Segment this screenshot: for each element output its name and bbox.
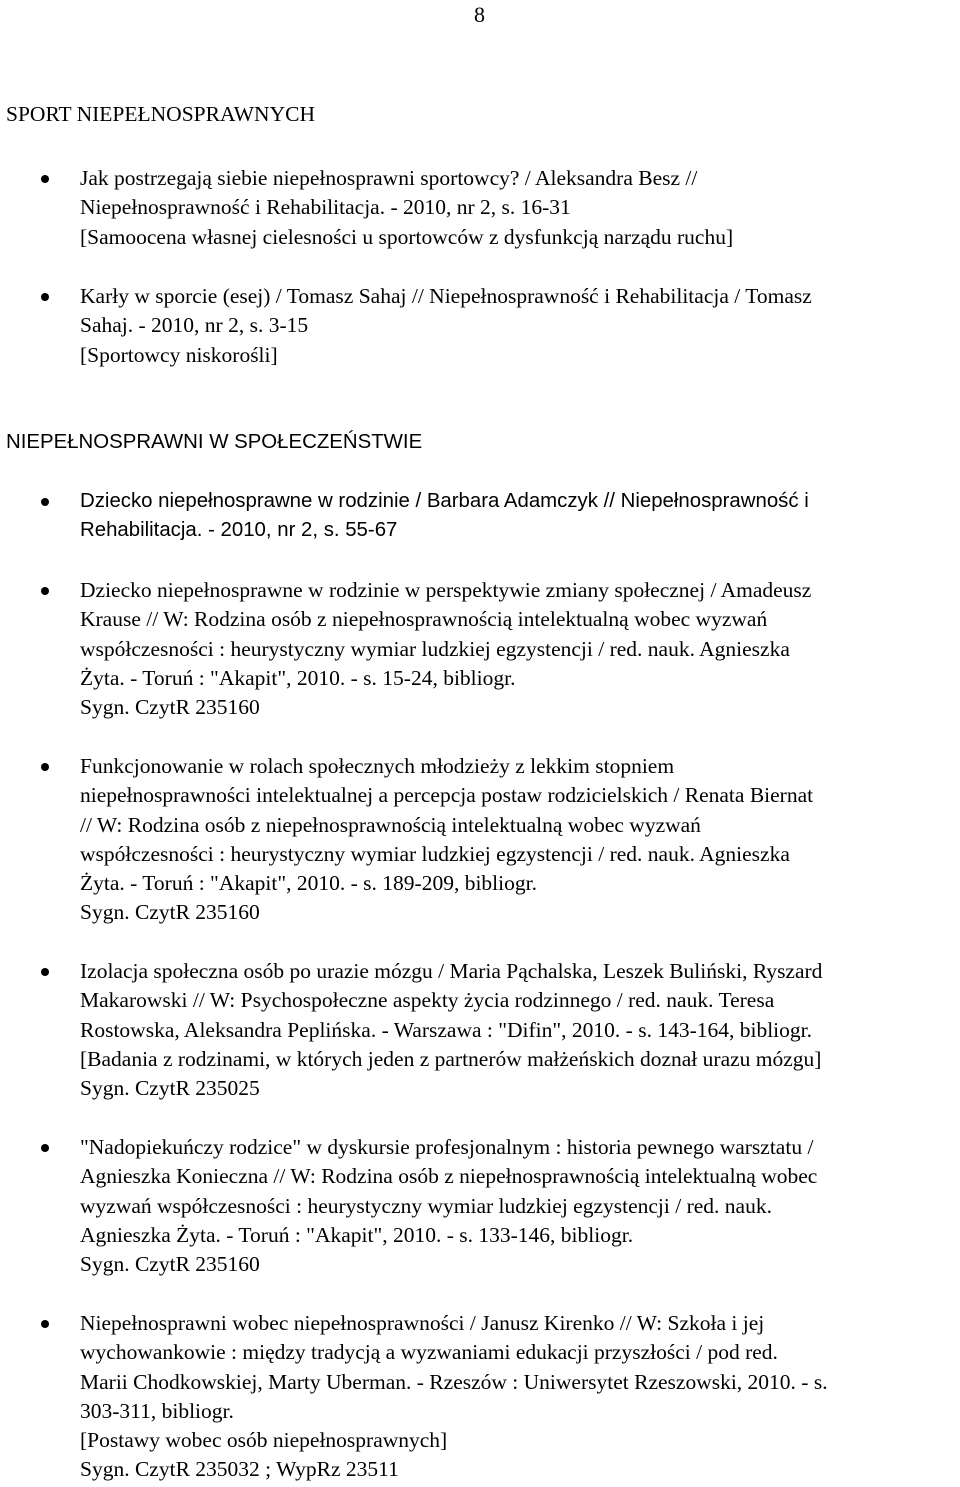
list-item [80, 282, 956, 370]
entry-line: Niepełnosprawni wobec niepełnosprawności / Janusz Kirenko // W: Szkoła i jej [80, 1311, 765, 1335]
entry-line: Funkcjonowanie w rolach społecznych młodzieży z lekkim stopniem [80, 754, 675, 778]
entry-line: Karły w sporcie (esej) / Tomasz Sahaj // Niepełnosprawność i Rehabilitacja / Tomasz [80, 284, 812, 308]
entry-line: wyzwań współczesności : heurystyczny wymiar ludzkiej egzystencji / red. nauk. [80, 1193, 772, 1218]
bullet-icon [41, 763, 49, 771]
call-number: Sygn. CzytR 235160 [80, 1252, 260, 1277]
entry-line: [Sportowcy niskorośli] [80, 342, 278, 367]
list-item [80, 1309, 956, 1485]
call-number: Sygn. CzytR 235160 [80, 900, 260, 925]
entry-line: "Nadopiekuńczy rodzice" w dyskursie profesjonalnym : historia pewnego warsztatu / [80, 1135, 814, 1159]
entry-line: // W: Rodzina osób z niepełnosprawnością intelektualną wobec wyzwań [80, 812, 701, 837]
bullet-icon [41, 175, 49, 183]
call-number: Sygn. CzytR 235025 [80, 1076, 260, 1101]
list-item [80, 576, 956, 722]
entry-line: współczesności : heurystyczny wymiar ludzkiej egzystencji / red. nauk. Agnieszka [80, 841, 790, 866]
bullet-icon [41, 1320, 49, 1328]
bullet-icon [41, 1144, 49, 1152]
entry-line: [Postawy wobec osób niepełnosprawnych] [80, 1428, 448, 1453]
entry-line: Jak postrzegają siebie niepełnosprawni sportowcy? / Aleksandra Besz // [80, 166, 698, 190]
entry-line: Makarowski // W: Psychospołeczne aspekty życia rodzinnego / red. nauk. Teresa [80, 988, 775, 1013]
bullet-icon [41, 293, 49, 301]
bullet-icon [41, 587, 49, 595]
entry-line: Niepełnosprawność i Rehabilitacja. - 2010, nr 2, s. 16-31 [80, 195, 571, 220]
entry-line: Dziecko niepełnosprawne w rodzinie / Barbara Adamczyk // Niepełnosprawność i [80, 490, 809, 512]
call-number: Sygn. CzytR 235032 ; WypRz 23511 [80, 1457, 399, 1482]
entry-line: Marii Chodkowskiej, Marty Uberman. - Rzeszów : Uniwersytet Rzeszowski, 2010. - s. [80, 1369, 828, 1394]
entry-line: Agnieszka Konieczna // W: Rodzina osób z niepełnosprawnością intelektualną wobec [80, 1164, 818, 1189]
entry-line: Sahaj. - 2010, nr 2, s. 3-15 [80, 313, 309, 338]
entry-line: niepełnosprawności intelektualnej a percepcja postaw rodzicielskich / Renata Biernat [80, 783, 814, 808]
entry-line: Krause // W: Rodzina osób z niepełnosprawnością intelektualną wobec wyzwań [80, 607, 768, 632]
page-number: 8 [474, 2, 485, 27]
bullet-icon [41, 968, 49, 976]
entry-line: Żyta. - Toruń : "Akapit", 2010. - s. 15-24, bibliogr. [80, 665, 516, 690]
list-item [80, 752, 956, 928]
entry-line: 303-311, bibliogr. [80, 1398, 234, 1423]
entry-line: Izolacja społeczna osób po urazie mózgu / Maria Pąchalska, Leszek Buliński, Ryszard [80, 959, 823, 983]
section-heading-spoleczenstwo: NIEPEŁNOSPRAWNI W SPOŁECZEŃSTWIE [6, 431, 423, 453]
entry-line: współczesności : heurystyczny wymiar ludzkiej egzystencji / red. nauk. Agnieszka [80, 636, 790, 661]
entry-line: Agnieszka Żyta. - Toruń : "Akapit", 2010. - s. 133-146, bibliogr. [80, 1222, 634, 1247]
bullet-icon [41, 498, 49, 506]
list-item [80, 487, 956, 546]
entry-line: wychowankowie : między tradycją a wyzwaniami edukacji przyszłości / pod red. [80, 1340, 778, 1365]
section-heading-sport: SPORT NIEPEŁNOSPRAWNYCH [6, 102, 315, 126]
list-item [80, 1133, 956, 1279]
list-item [80, 957, 956, 1103]
entry-line: Rehabilitacja. - 2010, nr 2, s. 55-67 [80, 519, 398, 542]
entry-line: Rostowska, Aleksandra Peplińska. - Warszawa : "Difin", 2010. - s. 143-164, bibliogr. [80, 1017, 812, 1042]
list-item [80, 164, 956, 252]
entry-line: Dziecko niepełnosprawne w rodzinie w perspektywie zmiany społecznej / Amadeusz [80, 578, 812, 602]
entry-line: Żyta. - Toruń : "Akapit", 2010. - s. 189-209, bibliogr. [80, 871, 537, 896]
entry-line: [Samoocena własnej cielesności u sportowców z dysfunkcją narządu ruchu] [80, 224, 734, 249]
call-number: Sygn. CzytR 235160 [80, 695, 260, 720]
entry-line: [Badania z rodzinami, w których jeden z partnerów małżeńskich doznał urazu mózgu] [80, 1046, 822, 1071]
